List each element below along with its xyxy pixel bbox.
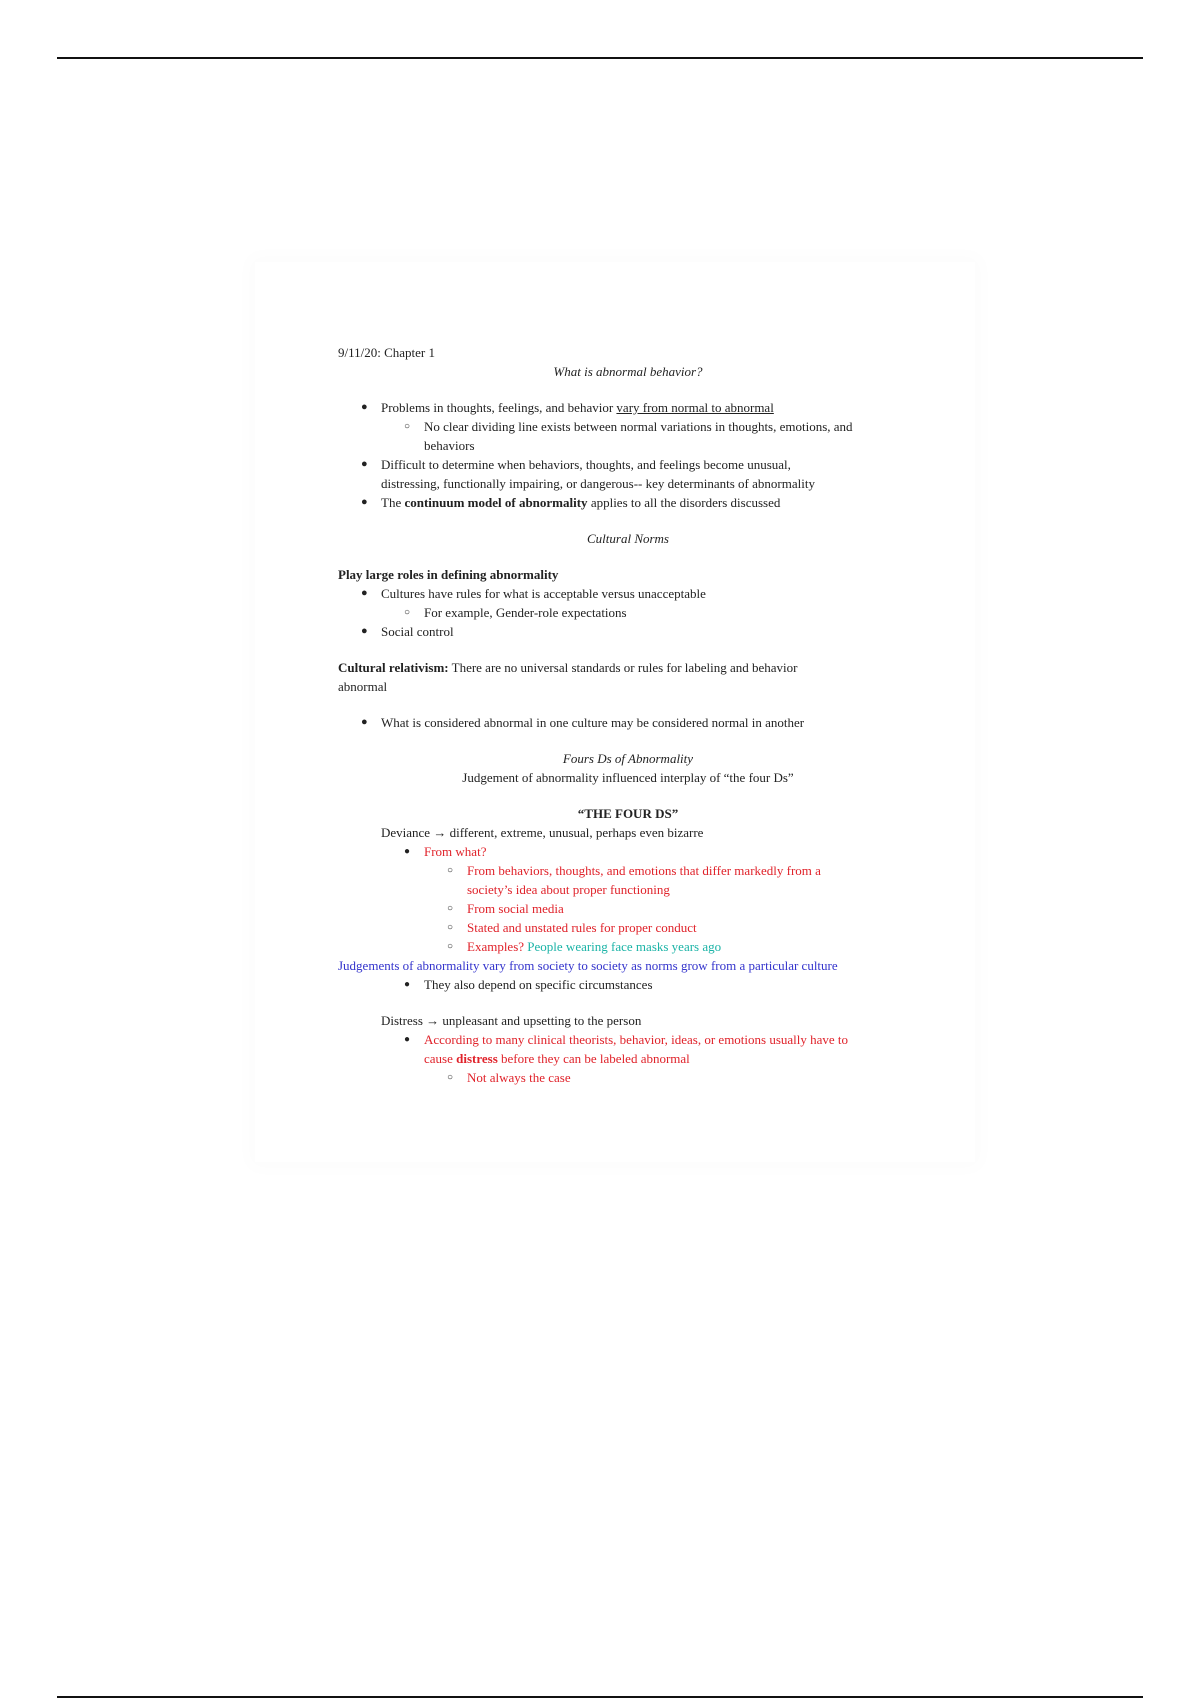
list-item: ○ Stated and unstated rules for proper conduct: [447, 920, 697, 935]
distress-line: Distress → unpleasant and upsetting to the person: [381, 1013, 642, 1028]
play-heading: Play large roles in defining abnormality: [338, 567, 559, 582]
list-item: ○ From behaviors, thoughts, and emotions that differ markedly from a: [447, 863, 821, 878]
hollow-bullet-icon: ○: [404, 607, 411, 618]
section-title-four-ds: Fours Ds of Abnormality: [562, 751, 694, 766]
hollow-bullet-icon: ○: [447, 922, 454, 933]
bullet-icon: ●: [361, 587, 368, 599]
bullet-icon: ●: [404, 979, 411, 990]
list-item: ● Problems in thoughts, feelings, and behavior vary from normal to abnormal: [361, 400, 774, 415]
list-item: ○ For example, Gender-role expectations: [404, 605, 627, 620]
list-item: ● According to many clinical theorists, behavior, ideas, or emotions usually have to: [404, 1032, 849, 1047]
list-item: ○ No clear dividing line exists between normal variations in thoughts, emotions, and: [404, 419, 853, 434]
four-ds-heading: “THE FOUR DS”: [577, 806, 679, 821]
hollow-bullet-icon: ○: [447, 1072, 454, 1083]
bullet-icon: ●: [361, 401, 368, 413]
top-rule: [57, 57, 1143, 59]
bullet-icon: ●: [404, 1034, 411, 1045]
hollow-bullet-icon: ○: [447, 865, 454, 876]
bullet-icon: ●: [361, 458, 368, 470]
cultural-relativism-continued: abnormal: [338, 679, 388, 694]
list-item: ○ From social media: [447, 901, 564, 916]
hollow-bullet-icon: ○: [404, 421, 411, 432]
list-item: ○ Not always the case: [447, 1070, 571, 1085]
list-item: ● What is considered abnormal in one culture may be considered normal in another: [361, 715, 805, 730]
list-item-continued: distressing, functionally impairing, or dangerous-- key determinants of abnormality: [381, 476, 815, 491]
list-item: ● Difficult to determine when behaviors, thoughts, and feelings become unusual,: [361, 457, 791, 472]
list-item-continued: cause distress before they can be labeled abnormal: [424, 1051, 690, 1066]
section-title-abnormal: What is abnormal behavior?: [553, 364, 703, 379]
judgements-line: Judgements of abnormality vary from society to society as norms grow from a particular culture: [338, 958, 838, 973]
hollow-bullet-icon: ○: [447, 903, 454, 914]
list-item: ● Social control: [361, 624, 454, 639]
deviance-line: Deviance → different, extreme, unusual, perhaps even bizarre: [381, 825, 704, 840]
list-item-continued: society’s idea about proper functioning: [467, 882, 670, 897]
list-item: ● They also depend on specific circumstances: [404, 977, 653, 992]
list-item: ● Cultures have rules for what is acceptable versus unacceptable: [361, 586, 706, 601]
notes-header: 9/11/20: Chapter 1: [338, 345, 436, 360]
hollow-bullet-icon: ○: [447, 941, 454, 952]
list-item: ○ Examples? People wearing face masks years ago: [447, 939, 722, 954]
notes-content: [338, 343, 918, 1087]
section-title-cultural-norms: Cultural Norms: [587, 531, 669, 546]
cultural-relativism: Cultural relativism: There are no universal standards or rules for labeling and behavior: [338, 660, 798, 675]
bullet-icon: ●: [361, 496, 368, 508]
list-item-continued: behaviors: [424, 438, 475, 453]
bullet-icon: ●: [361, 625, 368, 637]
list-item: ● The continuum model of abnormality applies to all the disorders discussed: [361, 495, 781, 510]
bullet-icon: ●: [404, 846, 411, 857]
four-ds-subtitle: Judgement of abnormality influenced interplay of “the four Ds”: [462, 770, 794, 785]
bottom-rule: [57, 1696, 1143, 1698]
list-item: ● From what?: [404, 844, 487, 859]
bullet-icon: ●: [361, 716, 368, 728]
